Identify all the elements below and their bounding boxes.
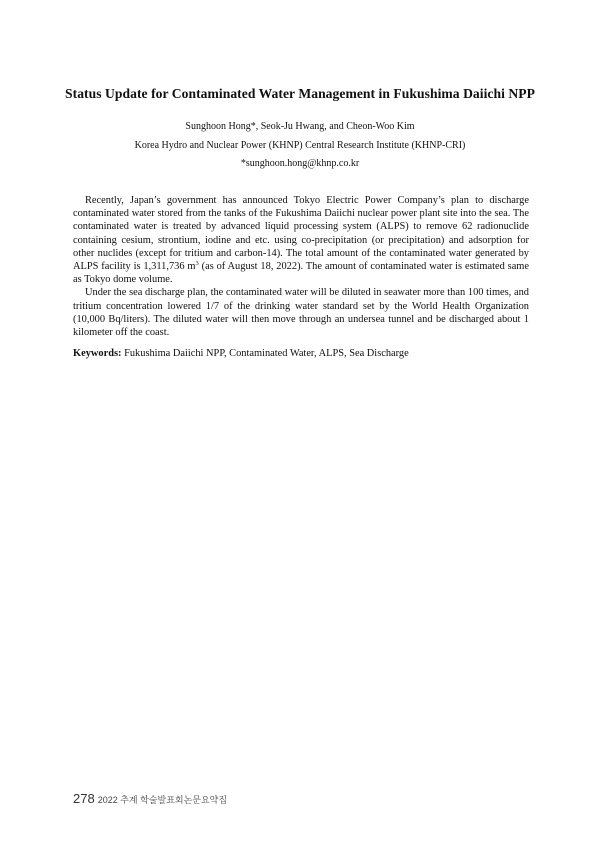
author-affiliation: Korea Hydro and Nuclear Power (KHNP) Central Research Institute (KHNP-CRI): [134, 140, 466, 151]
abstract-body: [73, 194, 529, 339]
corresponding-email: *sunghoon.hong@khnp.co.kr: [240, 158, 360, 169]
cubic-superscript: 3: [195, 260, 199, 268]
abstract-p1-text-cont: (as of August 18, 2022). The amount of contaminated water is estimated same as Tokyo dome volume.: [73, 261, 529, 286]
abstract-p1-text: Recently, Japan’s government has announced Tokyo Electric Power Company’s plan to discharge contaminated water stored from the tanks of the Fukushima Daiichi nuclear power plant site into the sea. The contaminated water is treated by advanced liquid processing system (ALPS) to remove 62 radionuclide containing cesium, strontium, iodine and etc. using co-precipitation (or precipitation) and adsorption for other nuclides (except for tritium and carbon-14). The total amount of the contaminated water generated by ALPS facility is 1,311,736 m: [73, 195, 529, 273]
page-footer: [73, 790, 227, 808]
abstract-paragraph-1: [73, 194, 529, 286]
paper-title: Status Update for Contaminated Water Management in Fukushima Daiichi NPP: [65, 86, 535, 101]
keywords-line: [73, 348, 529, 359]
keywords-label: Keywords:: [73, 348, 122, 359]
keywords-text: Fukushima Daiichi NPP, Contaminated Water, ALPS, Sea Discharge: [121, 348, 409, 359]
author-list: Sunghoon Hong*, Seok-Ju Hwang, and Cheon-Woo Kim: [185, 121, 415, 132]
proceedings-name: 2022 추계 학술발표회논문요약집: [97, 795, 228, 805]
abstract-paragraph-2: Under the sea discharge plan, the contaminated water will be diluted in seawater more than 100 times, and tritium concentration lowered 1/7 of the drinking water standard set by the World Health Organization (10,000 Bq/liters). The diluted water will then move through an undersea tunnel and be discharged about 1 kilometer off the coast.: [73, 287, 529, 339]
page-number: 278: [73, 791, 95, 806]
